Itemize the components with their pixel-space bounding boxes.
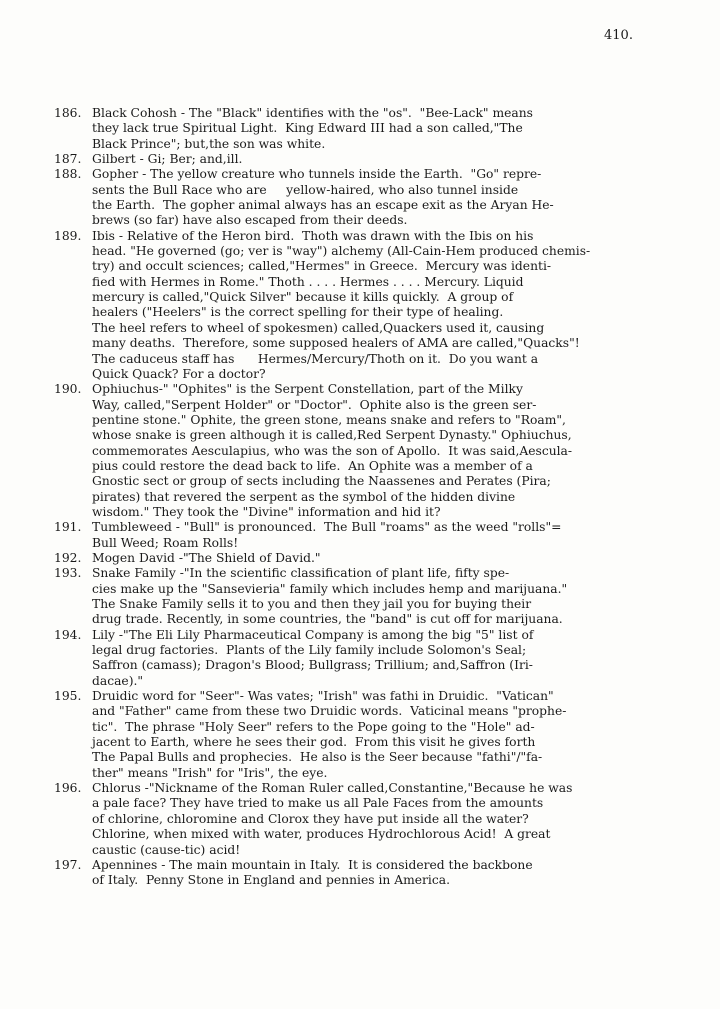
entry-line: try) and occult sciences; called,"Hermes" in Greece. Mercury was identi- bbox=[92, 259, 552, 274]
entry-line: Ophiuchus-" "Ophites" is the Serpent Constellation, part of the Milky bbox=[92, 382, 523, 397]
entry-line: commemorates Aesculapius, who was the son of Apollo. It was said,Aescula- bbox=[92, 443, 573, 458]
entry-line: Gilbert - Gi; Ber; and,ill. bbox=[92, 152, 243, 167]
entry-item bbox=[54, 167, 674, 228]
entry-line: Way, called,"Serpent Holder" or "Doctor". Ophite also is the green ser- bbox=[92, 397, 537, 412]
entry-line: of Italy. Penny Stone in England and pennies in America. bbox=[92, 873, 450, 888]
entry-line: Apennines - The main mountain in Italy. It is considered the backbone bbox=[92, 857, 533, 872]
entry-line: tic". The phrase "Holy Seer" refers to the Pope going to the "Hole" ad- bbox=[92, 719, 535, 734]
entry-line: they lack true Spiritual Light. King Edward III had a son called,"The bbox=[92, 121, 523, 136]
entry-line: pirates) that revered the serpent as the symbol of the hidden divine bbox=[92, 489, 516, 504]
entry-text bbox=[92, 106, 674, 152]
entry-item bbox=[54, 628, 674, 689]
entry-text bbox=[92, 520, 674, 551]
entry-text bbox=[92, 566, 674, 627]
entry-text bbox=[92, 689, 674, 781]
entry-text bbox=[92, 858, 674, 889]
entry-line: pentine stone." Ophite, the green stone, means snake and refers to "Roam", bbox=[92, 412, 566, 427]
entry-line: Tumbleweed - "Bull" is pronounced. The Bull "roams" as the weed "rolls"= bbox=[92, 520, 562, 535]
entry-item bbox=[54, 520, 674, 551]
entry-line: of chlorine, chloromine and Clorox they have put inside all the water? bbox=[92, 811, 529, 826]
entry-item bbox=[54, 382, 674, 520]
entry-item bbox=[54, 689, 674, 781]
entry-number: 194. bbox=[54, 627, 82, 642]
entry-line: Bull Weed; Roam Rolls! bbox=[92, 535, 239, 550]
entry-line: whose snake is green although it is called,Red Serpent Dynasty." Ophiuchus, bbox=[92, 428, 572, 443]
entry-line: dacae)." bbox=[92, 673, 144, 688]
entry-number: 186. bbox=[54, 106, 82, 120]
entry-line: Mogen David -"The Shield of David." bbox=[92, 550, 321, 565]
entry-line: Black Cohosh - The "Black" identifies with the "os". "Bee-Lack" means bbox=[92, 106, 533, 120]
entry-line: many deaths. Therefore, some supposed healers of AMA are called,"Quacks"! bbox=[92, 336, 580, 351]
entry-line: Saffron (camass); Dragon's Blood; Bullgrass; Trillium; and,Saffron (Iri- bbox=[92, 658, 533, 673]
entry-line: Druidic word for "Seer"- Was vates; "Irish" was fathi in Druidic. "Vatican" bbox=[92, 689, 554, 704]
entry-text bbox=[92, 781, 674, 858]
entry-line: sents the Bull Race who are yellow-haired, who also tunnel inside bbox=[92, 182, 519, 197]
entry-text bbox=[92, 229, 674, 382]
entry-item bbox=[54, 551, 674, 566]
entry-line: healers ("Heelers" is the correct spelling for their type of healing. bbox=[92, 305, 504, 320]
entry-item bbox=[54, 858, 674, 889]
entry-number: 188. bbox=[54, 167, 82, 182]
entry-line: Gopher - The yellow creature who tunnels inside the Earth. "Go" repre- bbox=[92, 167, 542, 182]
entry-line: a pale face? They have tried to make us all Pale Faces from the amounts bbox=[92, 796, 544, 811]
entry-line: The Papal Bulls and prophecies. He also is the Seer because "fathi"/"fa- bbox=[92, 750, 543, 765]
entry-number: 191. bbox=[54, 520, 82, 535]
entry-line: drug trade. Recently, in some countries, the "band" is cut off for marijuana. bbox=[92, 612, 563, 627]
entry-item bbox=[54, 106, 674, 152]
entry-number: 197. bbox=[54, 857, 82, 872]
entry-line: Ibis - Relative of the Heron bird. Thoth was drawn with the Ibis on his bbox=[92, 228, 534, 243]
entry-text bbox=[92, 382, 674, 520]
entry-line: and "Father" came from these two Druidic words. Vaticinal means "prophe- bbox=[92, 704, 567, 719]
entry-text bbox=[92, 628, 674, 689]
entry-line: caustic (cause-tic) acid! bbox=[92, 842, 241, 857]
entry-line: wisdom." They took the "Divine" information and hid it? bbox=[92, 504, 441, 519]
entry-line: head. "He governed (go; ver is "way") alchemy (All-Cain-Hem produced chemis- bbox=[92, 244, 591, 259]
entry-number: 189. bbox=[54, 228, 82, 243]
entry-text bbox=[92, 551, 674, 566]
entry-line: mercury is called,"Quick Silver" because it kills quickly. A group of bbox=[92, 290, 514, 305]
entry-text bbox=[92, 152, 674, 167]
entry-text bbox=[92, 167, 674, 228]
entry-number: 195. bbox=[54, 689, 82, 704]
entry-line: Gnostic sect or group of sects including the Naassenes and Perates (Pira; bbox=[92, 474, 551, 489]
entry-line: Snake Family -"In the scientific classification of plant life, fifty spe- bbox=[92, 566, 510, 581]
entry-line: fied with Hermes in Rome." Thoth . . . . Hermes . . . . Mercury. Liquid bbox=[92, 274, 524, 289]
entry-line: Quick Quack? For a doctor? bbox=[92, 366, 266, 381]
entry-number: 192. bbox=[54, 550, 82, 565]
entry-line: jacent to Earth, where he sees their god. From this visit he gives forth bbox=[92, 735, 536, 750]
entry-item bbox=[54, 781, 674, 858]
entry-line: brews (so far) have also escaped from their deeds. bbox=[92, 213, 408, 228]
entry-number: 196. bbox=[54, 781, 82, 796]
entry-line: legal drug factories. Plants of the Lily family include Solomon's Seal; bbox=[92, 643, 527, 658]
entry-number: 193. bbox=[54, 566, 82, 581]
entry-item bbox=[54, 566, 674, 627]
entry-item bbox=[54, 152, 674, 167]
entry-list bbox=[54, 106, 674, 889]
entry-line: The Snake Family sells it to you and then they jail you for buying their bbox=[92, 597, 532, 611]
entry-number: 190. bbox=[54, 382, 82, 397]
entry-line: pius could restore the dead back to life. An Ophite was a member of a bbox=[92, 458, 533, 473]
entry-line: cies make up the "Sansevieria" family which includes hemp and marijuana." bbox=[92, 581, 568, 596]
entry-line: Chlorine, when mixed with water, produces Hydrochlorous Acid! A great bbox=[92, 827, 551, 842]
entry-line: Chlorus -"Nickname of the Roman Ruler called,Constantine,"Because he was bbox=[92, 781, 573, 796]
entry-line: ther" means "Irish" for "Iris", the eye. bbox=[92, 765, 328, 780]
entry-line: Black Prince"; but,the son was white. bbox=[92, 136, 326, 151]
entry-line: the Earth. The gopher animal always has an escape exit as the Aryan He- bbox=[92, 198, 554, 213]
entry-number: 187. bbox=[54, 152, 82, 167]
page-number: 410. bbox=[604, 28, 633, 43]
entry-line: Lily -"The Eli Lily Pharmaceutical Company is among the big "5" list of bbox=[92, 627, 534, 642]
entry-line: The heel refers to wheel of spokesmen) called,Quackers used it, causing bbox=[92, 320, 545, 335]
entry-line: The caduceus staff has Hermes/Mercury/Thoth on it. Do you want a bbox=[92, 351, 539, 366]
entry-item bbox=[54, 229, 674, 382]
